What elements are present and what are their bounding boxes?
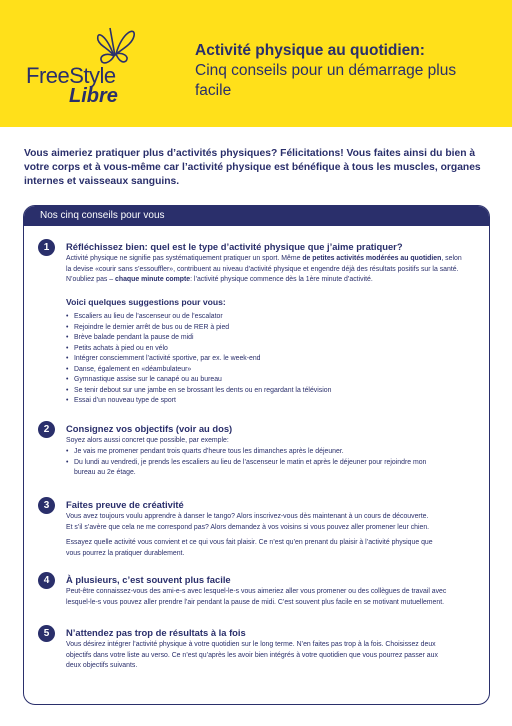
tip-body: Activité physique ne signifie pas systématiquement pratiquer un sport. Même de petites activités modérées au quotidien, selon la devise «courir sans s’essouffler», contribuent au niveau d’activité physique et engendre déjà des résultats positifs sur la santé. N’oubliez pas – chaque minute compte: l’activité physique commence dès la 1ère minute d’activité. [66, 255, 462, 283]
tip-section-2 [38, 421, 483, 486]
tip-number: 4 [38, 572, 55, 589]
tip-number: 2 [38, 421, 55, 438]
freestyle-libre-logo [26, 26, 146, 116]
list-item: • Petits achats à pied ou en vélo [66, 344, 481, 355]
list-item: • Essai d’un nouveau type de sport [66, 396, 481, 407]
list-item: • Intégrer consciemment l’activité sportive, par ex. le week-end [66, 354, 481, 365]
tip-body: Peut-être connaissez-vous des ami-e-s avec lesquel-le-s vous aimeriez aller vous promener ou des collègues de travail avec lesquel-le-s vous pouvez aller prendre l’air pendant la pause de midi. C’est souvent plus facile en se motivant mutuellement. [66, 588, 447, 606]
suggestions-title: Voici quelques suggestions pour vous: [66, 297, 226, 307]
page-title: Activité physique au quotidien: [195, 42, 425, 59]
tip-section-3 [38, 497, 483, 562]
objectives-list [66, 447, 486, 479]
tip-section-5 [38, 625, 483, 680]
list-item: • Je vais me promener pendant trois quarts d’heure tous les dimanches après le déjeuner. [66, 447, 486, 458]
intro-paragraph: Vous aimeriez pratiquer plus d’activités physiques? Félicitations! Vous faites ainsi du bien à votre corps et à vous-même car l’activité physique est bénéfique à tous les muscles, organes internes et vaisseaux sanguins. [24, 148, 481, 187]
list-item: • Se tenir debout sur une jambe en se brossant les dents ou en regardant la télévision [66, 386, 481, 397]
list-item: • Brève balade pendant la pause de midi [66, 333, 481, 344]
tip-number: 1 [38, 239, 55, 256]
tip-section-4 [38, 572, 483, 617]
suggestions-list [66, 312, 481, 407]
list-item: • Du lundi au vendredi, je prends les escaliers au lieu de l’ascenseur le matin et après le déjeuner pour rejoindre mon bureau au 2e étage. [66, 458, 486, 479]
butterfly-icon [94, 26, 138, 66]
tip-title: Réfléchissez bien: quel est le type d’activité physique que j’aime pratiquer? [66, 241, 403, 252]
brand-libre: Libre [69, 85, 118, 107]
page-subtitle: Cinq conseils pour un démarrage plus facile [195, 62, 457, 99]
list-item: • Escaliers au lieu de l’ascenseur ou de l’escalator [66, 312, 481, 323]
tip-number: 3 [38, 497, 55, 514]
brand-freestyle: FreeStyle [26, 63, 116, 88]
list-item: • Gymnastique assise sur le canapé ou au bureau [66, 375, 481, 386]
header-banner [0, 0, 512, 127]
tip-number: 5 [38, 625, 55, 642]
tip-body: Vous désirez intégrer l’activité physique à votre quotidien sur le long terme. N’en faites pas trop à la fois. Choisissez deux objectifs dans votre liste au verso. Ce n’est qu’après les avoir bien intégrés à votre quotidien que vous pourrez passer aux deux objectifs suivants. [66, 641, 438, 669]
tip-title: Faites preuve de créativité [66, 499, 184, 510]
panel-title: Nos cinq conseils pour vous [24, 206, 489, 226]
tip-body: Vous avez toujours voulu apprendre à danser le tango? Alors inscrivez-vous dès maintenant à un cours de découverte. Et s’il s’avère que cela ne me correspond pas? Alors demandez à vos voisins si vous pouvez aller promener leur chien. Essayez quelle activité vous convient et ce qui vous fait plaisir. Ce n’est qu’en prenant du plaisir à l’activité physique que vous pourrez la pratiquer durablement. [66, 513, 433, 557]
list-item: • Danse, également en «déambulateur» [66, 365, 481, 376]
list-item: • Rejoindre le dernier arrêt de bus ou de RER à pied [66, 323, 481, 334]
tips-panel [23, 205, 490, 705]
tip-title: N’attendez pas trop de résultats à la fois [66, 627, 246, 638]
tip-title: À plusieurs, c’est souvent plus facile [66, 574, 231, 585]
tip-section-1 [38, 239, 483, 409]
tip-title: Consignez vos objectifs (voir au dos) [66, 423, 233, 434]
tip-body: Soyez alors aussi concret que possible, par exemple: [66, 437, 229, 444]
